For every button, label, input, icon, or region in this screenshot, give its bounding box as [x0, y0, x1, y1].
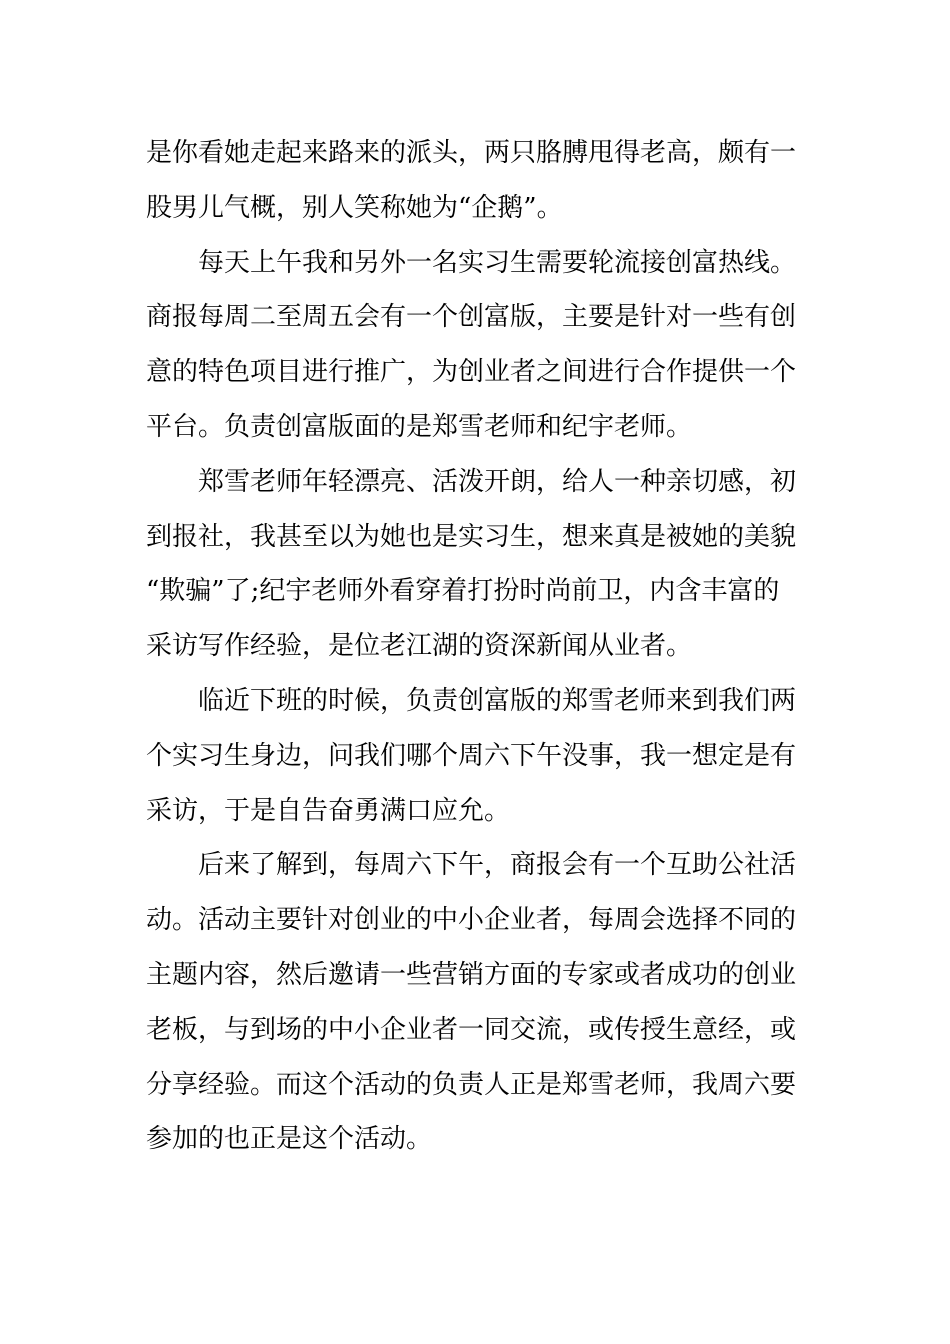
text-line-14: 后来了解到，每周六下午，商报会有一个互助公社活 — [198, 850, 797, 881]
text-line-2: 股男儿气概，别人笑称她为“企鹅”。 — [146, 192, 563, 223]
text-line-3: 每天上午我和另外一名实习生需要轮流接创富热线。 — [198, 247, 797, 278]
text-line-13: 采访，于是自告奋勇满口应允。 — [146, 795, 511, 826]
document-body — [146, 126, 806, 1167]
text-line-7: 郑雪老师年轻漂亮、活泼开朗，给人一种亲切感，初 — [198, 466, 797, 497]
text-line-16: 主题内容，然后邀请一些营销方面的专家或者成功的创业 — [146, 959, 797, 990]
text-line-1: 是你看她走起来路来的派头，两只胳膊甩得老高，颇有一 — [146, 138, 797, 168]
text-line-9: “欺骗”了;纪宇老师外看穿着打扮时尚前卫，内含丰富的 — [146, 576, 780, 607]
text-line-4: 商报每周二至周五会有一个创富版，主要是针对一些有创 — [146, 302, 797, 333]
text-line-10: 采访写作经验，是位老江湖的资深新闻从业者。 — [146, 631, 693, 662]
text-line-6: 平台。负责创富版面的是郑雪老师和纪宇老师。 — [146, 411, 693, 442]
text-line-19: 参加的也正是这个活动。 — [146, 1124, 433, 1155]
text-line-15: 动。活动主要针对创业的中小企业者，每周会选择不同的 — [146, 905, 797, 936]
text-line-18: 分享经验。而这个活动的负责人正是郑雪老师，我周六要 — [146, 1069, 797, 1100]
text-line-12: 个实习生身边，问我们哪个周六下午没事，我一想定是有 — [146, 740, 797, 771]
text-line-5: 意的特色项目进行推广，为创业者之间进行合作提供一个 — [146, 357, 797, 388]
text-line-17: 老板，与到场的中小企业者一同交流，或传授生意经，或 — [146, 1014, 797, 1045]
text-line-8: 到报社，我甚至以为她也是实习生，想来真是被她的美貌 — [146, 521, 797, 552]
text-line-11: 临近下班的时候，负责创富版的郑雪老师来到我们两 — [198, 685, 797, 716]
